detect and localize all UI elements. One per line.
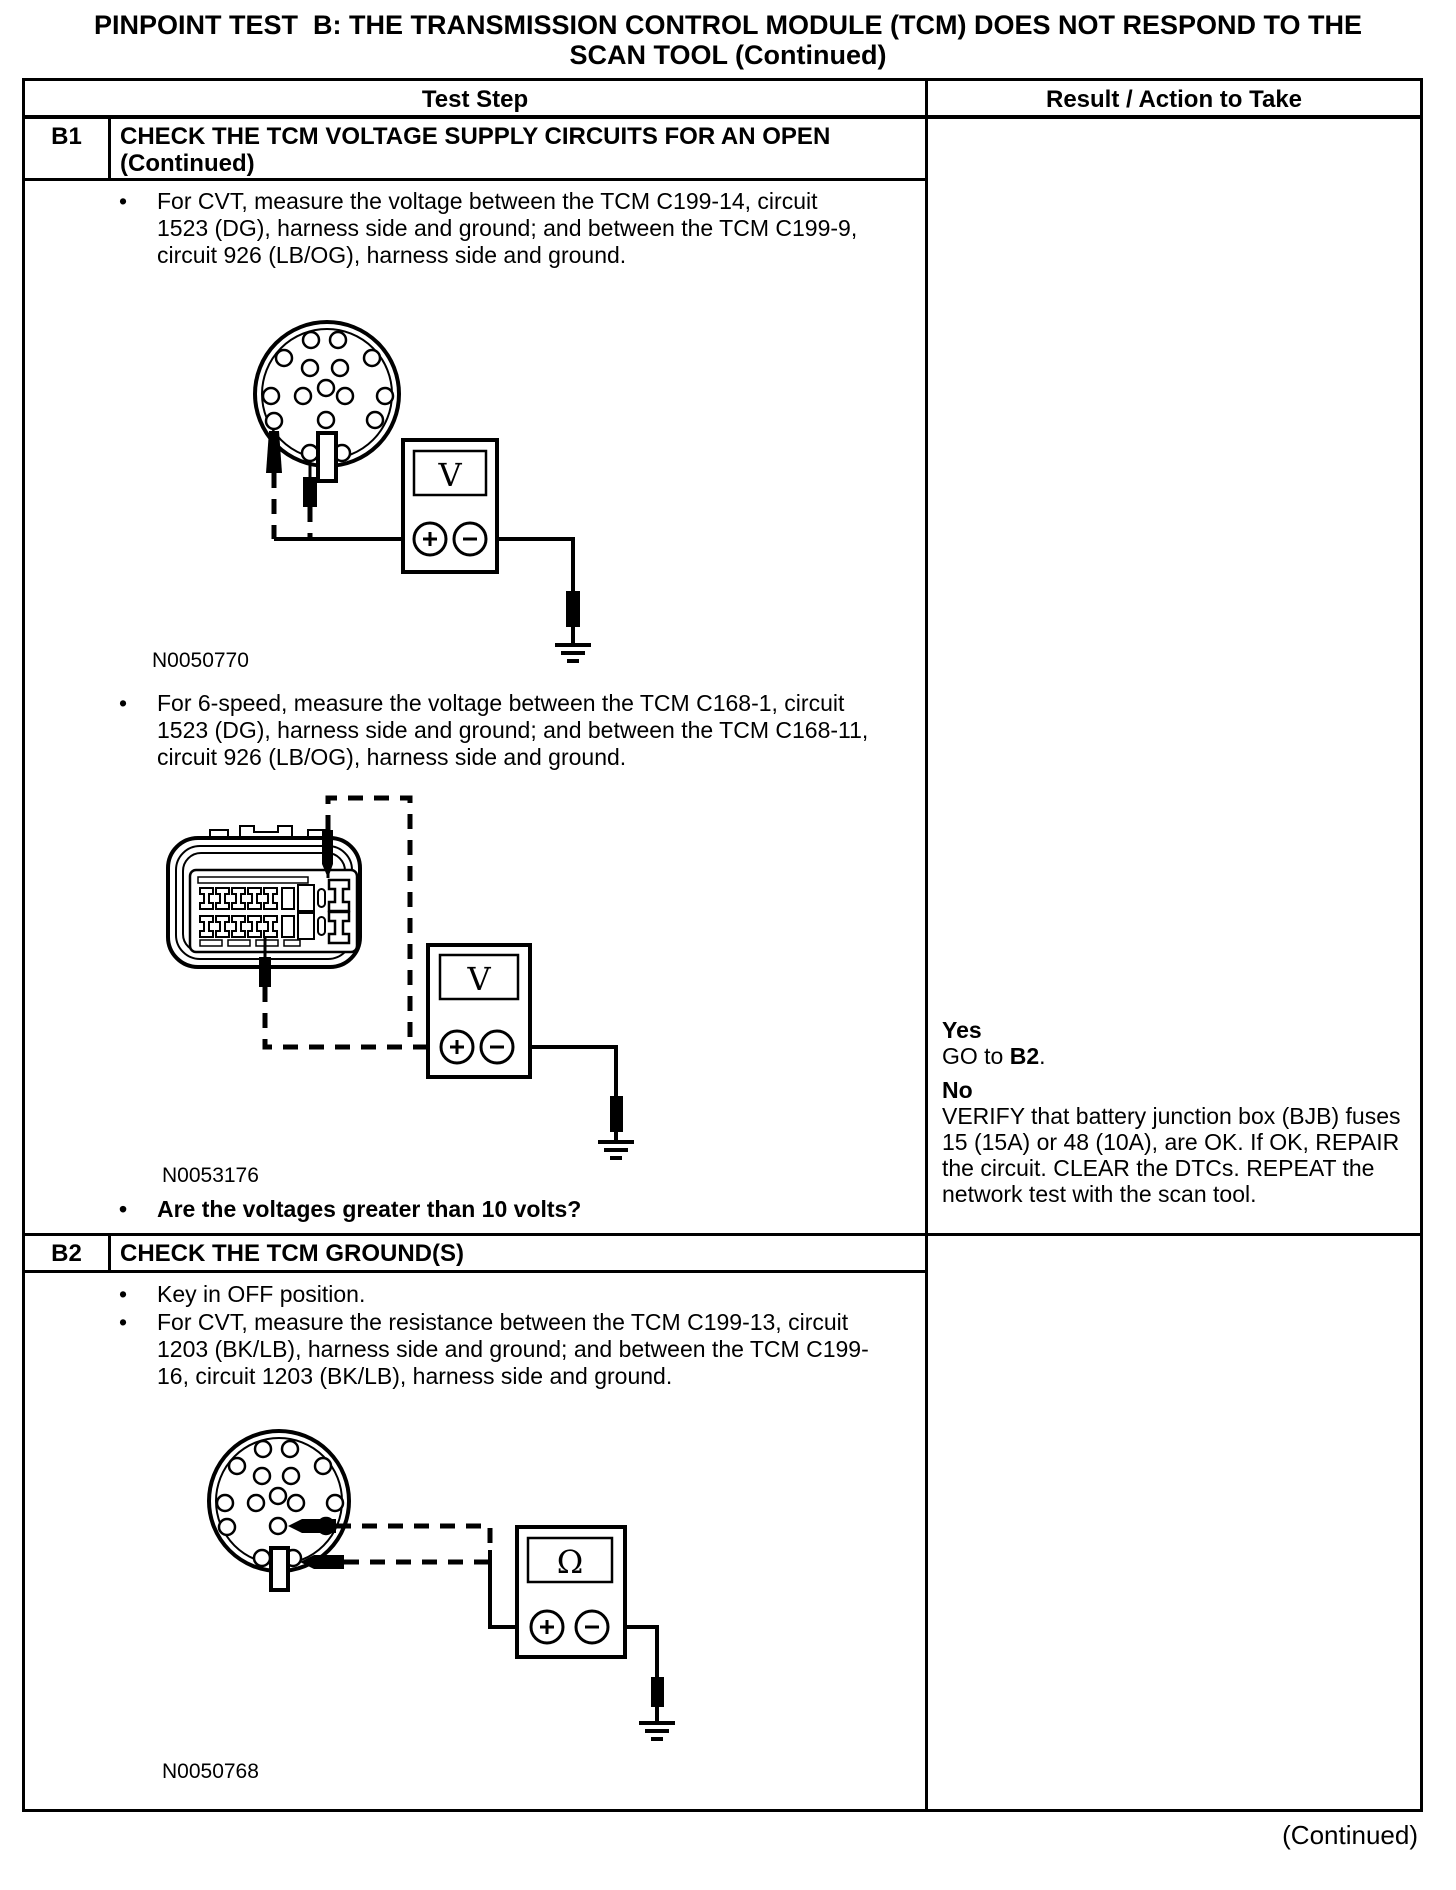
figure-cvt-ground-check: [140, 1400, 700, 1790]
voltmeter-icon: [428, 945, 530, 1077]
figure-label: N0050770: [152, 649, 249, 672]
b2-bullet-cvt: [115, 1309, 869, 1390]
step-title-b1: CHECK THE TCM VOLTAGE SUPPLY CIRCUITS FOR AN OPEN (Continued): [120, 123, 831, 177]
b1-bullet-6speed: [115, 690, 869, 771]
ground-symbol-icon: [639, 1677, 675, 1739]
figure-cvt-voltage-check: [130, 295, 690, 675]
b2-bullet-cvt-text: For CVT, measure the resistance between the TCM C199-13, circuit 1203 (BK/LB), harness side and ground; and between the TCM C199-16, circuit 1203 (BK/LB), harness side and ground.: [157, 1309, 869, 1389]
bullet-icon: •: [119, 188, 128, 214]
page-title-line1: PINPOINT TEST B: THE TRANSMISSION CONTROL MODULE (TCM) DOES NOT RESPOND TO THE: [93, 10, 1363, 40]
result-yes-label: Yes: [942, 1017, 982, 1043]
b2-step-number-divider: [108, 1236, 111, 1270]
b1-title-bottom-border: [25, 178, 925, 181]
b2-title-bottom-border: [25, 1270, 925, 1273]
b2-bullet-key: [115, 1281, 365, 1308]
column-header-result: Result / Action to Take: [1045, 86, 1303, 113]
voltmeter-icon: [403, 440, 497, 572]
keyway-notch: [271, 1548, 288, 1590]
b1-bullet-6speed-text: For 6-speed, measure the voltage between the TCM C168-1, circuit 1523 (DG), harness side and ground; and between the TCM C168-11, circuit 926 (LB/OG), harness side and ground.: [157, 690, 869, 770]
b1-result-cell: [942, 1017, 1414, 1207]
b2-bullet-key-text: Key in OFF position.: [157, 1281, 366, 1307]
step-id-b2: B2: [51, 1240, 82, 1267]
result-yes-prefix: GO to: [942, 1043, 1010, 1069]
b1-question-text: Are the voltages greater than 10 volts?: [157, 1196, 582, 1222]
ground-symbol-icon: [598, 1096, 634, 1158]
b1-b2-row-separator: [25, 1233, 1420, 1236]
result-yes-suffix: .: [1039, 1043, 1046, 1069]
bullet-icon: •: [119, 1309, 128, 1335]
bullet-icon: •: [119, 1281, 128, 1307]
probe-leads-dashed: [336, 1526, 490, 1562]
meter-symbol: V: [438, 456, 462, 494]
meter-symbol: Ω: [556, 1543, 584, 1581]
pinpoint-test-table: [22, 78, 1423, 1812]
ground-symbol-icon: [555, 591, 591, 661]
figure-label: N0053176: [162, 1164, 259, 1187]
bullet-icon: •: [119, 1196, 128, 1222]
b1-question: [115, 1196, 581, 1223]
meter-symbol: V: [467, 960, 491, 998]
page-title-line2: SCAN TOOL (Continued): [569, 40, 887, 70]
figure-label: N0050768: [162, 1760, 259, 1783]
bullet-icon: •: [119, 690, 128, 716]
step-id-b1: B1: [51, 123, 82, 150]
figure-6speed-voltage-check: [140, 790, 700, 1190]
spacer: [942, 1069, 1414, 1077]
page-title: [0, 10, 1456, 70]
b1-bullet-cvt: [115, 188, 869, 269]
result-no-label: No: [942, 1077, 973, 1103]
result-no-action: VERIFY that battery junction box (BJB) fuses 15 (15A) or 48 (10A), are OK. If OK, REPAIR the circuit. CLEAR the DTCs. REPEAT the network test with the scan tool.: [942, 1103, 1401, 1207]
header-bottom-border: [25, 115, 1420, 119]
b1-bullet-cvt-text: For CVT, measure the voltage between the TCM C199-14, circuit 1523 (DG), harness side and ground; and between the TCM C199-9, circuit 926 (LB/OG), harness side and ground.: [157, 188, 858, 268]
column-divider: [925, 81, 928, 1809]
ohmmeter-icon: [517, 1527, 625, 1657]
result-yes-target-step: B2: [1009, 1043, 1040, 1069]
step-title-b2: CHECK THE TCM GROUND(S): [120, 1240, 464, 1267]
b1-step-number-divider: [108, 119, 111, 178]
column-header-test-step: Test Step: [421, 86, 529, 113]
result-yes-action: [942, 1043, 1414, 1069]
keyway-notch: [318, 433, 336, 481]
page-footer-continued: (Continued): [1282, 1820, 1418, 1850]
